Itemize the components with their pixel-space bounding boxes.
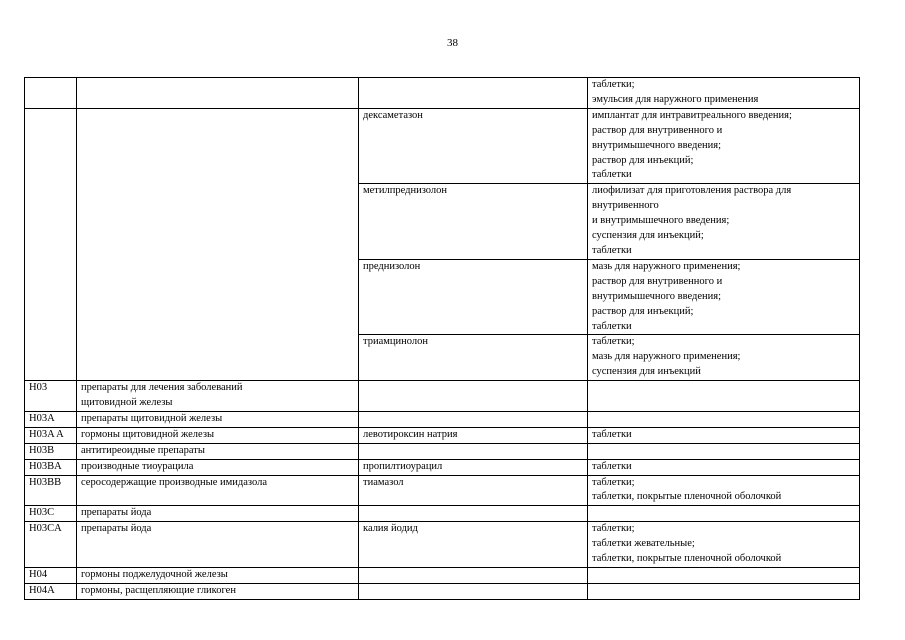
group-cell [77, 459, 359, 475]
forms-cell-line: раствор для инъекций; [592, 154, 694, 166]
code-cell [25, 108, 77, 380]
forms-cell-line: таблетки [592, 428, 632, 440]
forms-cell-line: таблетки; [592, 336, 635, 348]
group-cell-line: щитовидной железы [81, 397, 173, 409]
page-number: 38 [447, 37, 458, 49]
forms-cell-line: таблетки [592, 460, 632, 472]
drug-cell [359, 78, 588, 109]
group-cell-line: гормоны, расщепляющие гликоген [81, 584, 236, 596]
forms-cell [588, 568, 860, 584]
forms-cell-line: таблетки; [592, 476, 635, 488]
drug-cell [359, 506, 588, 522]
forms-cell [588, 459, 860, 475]
code-cell: H04A [25, 583, 77, 599]
forms-cell-line: имплантат для интравитреального введения; [592, 109, 792, 121]
group-cell-line: препараты щитовидной железы [81, 412, 223, 424]
forms-cell [588, 411, 860, 427]
drug-cell: калия йодид [359, 522, 588, 568]
code-cell: H03BA [25, 459, 77, 475]
forms-cell [588, 475, 860, 506]
forms-cell [588, 78, 860, 109]
forms-cell-line: внутримышечного введения; [592, 139, 722, 151]
forms-cell-line: и внутримышечного введения; [592, 215, 730, 227]
group-cell [77, 506, 359, 522]
drug-cell [359, 568, 588, 584]
group-cell-line: антитиреоидные препараты [81, 444, 205, 456]
group-cell-line: гормоны щитовидной железы [81, 428, 215, 440]
table-row [25, 506, 860, 522]
code-cell: H03 [25, 381, 77, 412]
forms-cell-line: таблетки; [592, 523, 635, 535]
code-cell: H03C [25, 506, 77, 522]
forms-cell [588, 381, 860, 412]
drug-cell [359, 411, 588, 427]
forms-cell [588, 108, 860, 184]
group-cell-line: производные тиоурацила [81, 460, 194, 472]
drug-cell [359, 583, 588, 599]
forms-cell-line: суспензия для инъекций [592, 366, 701, 378]
table-row [25, 381, 860, 412]
group-cell-line: гормоны поджелудочной железы [81, 569, 228, 580]
forms-cell-line: раствор для внутривенного и [592, 275, 723, 287]
drug-cell: пропилтиоурацил [359, 459, 588, 475]
table-row [25, 427, 860, 443]
forms-cell-line: таблетки [592, 320, 632, 332]
forms-cell [588, 184, 860, 260]
table-row [25, 443, 860, 459]
table-row [25, 78, 860, 109]
forms-cell-line: внутримышечного введения; [592, 290, 722, 302]
group-cell [77, 568, 359, 584]
forms-cell-line: таблетки [592, 244, 632, 256]
table-row [25, 411, 860, 427]
forms-cell-line: таблетки [592, 169, 632, 181]
group-cell [77, 381, 359, 412]
forms-cell-line: внутривенного [592, 200, 659, 212]
code-cell: H03CA [25, 522, 77, 568]
group-cell [77, 411, 359, 427]
group-cell-line: препараты йода [81, 523, 152, 535]
forms-cell-line: таблетки жевательные; [592, 538, 695, 550]
group-cell-line: препараты йода [81, 507, 152, 519]
table-row [25, 568, 860, 584]
forms-cell-line: эмульсия для наружного применения [592, 93, 759, 105]
group-cell-line: препараты для лечения заболеваний [81, 382, 243, 394]
group-cell [77, 108, 359, 380]
table-row [25, 108, 860, 184]
group-cell [77, 427, 359, 443]
table-body [25, 78, 860, 600]
forms-cell-line: таблетки, покрытые пленочной оболочкой [592, 491, 782, 503]
forms-cell-line: лиофилизат для приготовления раствора для [592, 185, 792, 197]
code-cell: H03B [25, 443, 77, 459]
drug-cell [359, 443, 588, 459]
table-row [25, 522, 860, 568]
forms-cell [588, 443, 860, 459]
drug-table [24, 77, 860, 600]
forms-cell [588, 506, 860, 522]
table-row [25, 459, 860, 475]
drug-cell: дексаметазон [359, 108, 588, 184]
forms-cell [588, 583, 860, 599]
forms-cell-line: таблетки, покрытые пленочной оболочкой [592, 553, 782, 565]
forms-cell [588, 522, 860, 568]
code-cell: H03A A [25, 427, 77, 443]
forms-cell-line: суспензия для инъекций; [592, 230, 704, 242]
forms-cell-line: мазь для наружного применения; [592, 260, 741, 272]
drug-cell: преднизолон [359, 259, 588, 335]
drug-cell [359, 381, 588, 412]
forms-cell [588, 259, 860, 335]
drug-cell: левотироксин натрия [359, 427, 588, 443]
forms-cell-line: таблетки; [592, 79, 635, 90]
group-cell [77, 522, 359, 568]
group-cell [77, 475, 359, 506]
drug-cell: метилпреднизолон [359, 184, 588, 260]
code-cell [25, 78, 77, 109]
group-cell-line: серосодержащие производные имидазола [81, 476, 267, 488]
drug-cell: триамцинолон [359, 335, 588, 381]
code-cell: H04 [25, 568, 77, 584]
forms-cell-line: раствор для внутривенного и [592, 124, 723, 136]
forms-cell [588, 335, 860, 381]
code-cell: H03BB [25, 475, 77, 506]
group-cell [77, 583, 359, 599]
group-cell [77, 443, 359, 459]
table-row [25, 475, 860, 506]
group-cell [77, 78, 359, 109]
table-row [25, 583, 860, 599]
drug-cell: тиамазол [359, 475, 588, 506]
forms-cell-line: мазь для наружного применения; [592, 351, 741, 363]
forms-cell-line: раствор для инъекций; [592, 305, 694, 317]
code-cell: H03A [25, 411, 77, 427]
forms-cell [588, 427, 860, 443]
